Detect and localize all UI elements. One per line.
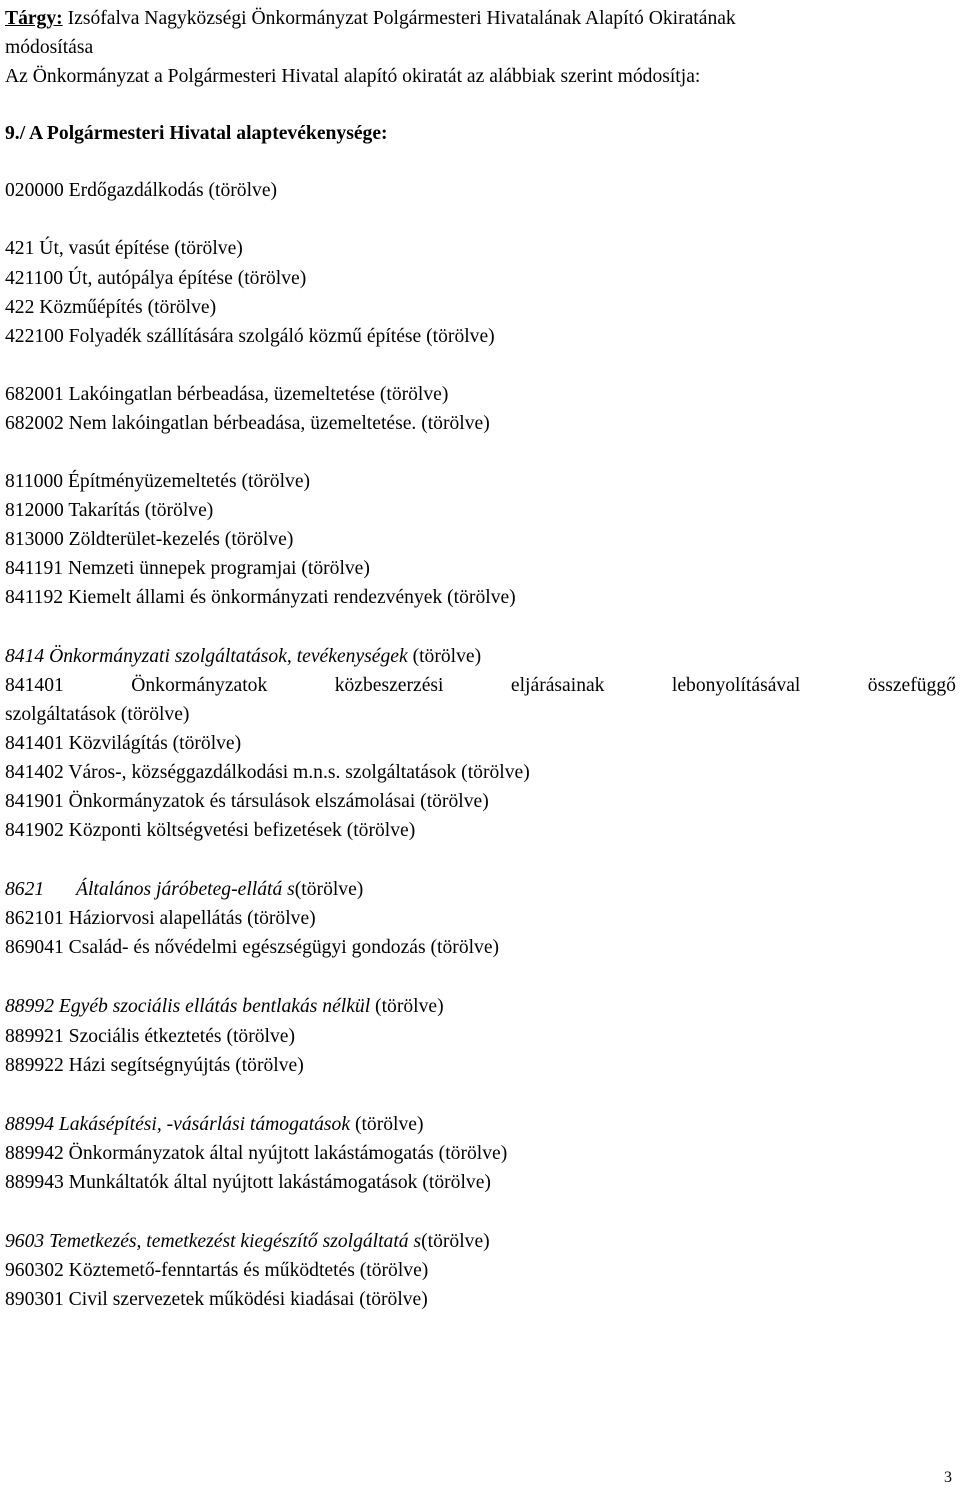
subject-label: Tárgy: (5, 8, 63, 29)
group-heading-rest: (törölve) (407, 645, 482, 667)
group-heading-italic: 88992 Egyéb szociális ellátás bentlakás nélkül (5, 996, 371, 1018)
list-item-group-heading (5, 875, 956, 904)
word: eljárásainak (510, 674, 605, 696)
word: összefüggő (867, 674, 956, 696)
list-item: 869041 Család- és nővédelmi egészségügyi gondozás (törölve) (5, 937, 500, 959)
list-item: 890301 Civil szervezetek működési kiadásai (törölve) (5, 1289, 428, 1311)
list-item: 960302 Köztemető-fenntartás és működtetés (törölve) (5, 1260, 429, 1282)
list-item: 682002 Nem lakóingatlan bérbeadása, üzemeltetése. (törölve) (5, 412, 490, 434)
list-item: 841402 Város-, községgazdálkodási m.n.s. szolgáltatások (törölve) (5, 761, 530, 783)
list-item: 421100 Út, autópálya építése (törölve) (5, 267, 307, 289)
word: Önkormányzatok (131, 674, 268, 696)
list-item: 682001 Lakóingatlan bérbeadása, üzemeltetése (törölve) (5, 383, 449, 405)
list-item: 889943 Munkáltatók által nyújtott lakástámogatások (törölve) (5, 1171, 491, 1193)
list-item: 422100 Folyadék szállítására szolgáló közmű építése (törölve) (5, 325, 495, 347)
list-item-cont: szolgáltatások (törölve) (5, 703, 190, 725)
subject-line-cont: módosítása (5, 37, 94, 59)
list-item: 812000 Takarítás (törölve) (5, 500, 214, 522)
list-item: 889921 Szociális étkeztetés (törölve) (5, 1025, 296, 1047)
word: közbeszerzési (334, 674, 444, 696)
group-heading-italic: Általános járóbeteg-ellátá s (76, 879, 295, 901)
list-item: 421 Út, vasút építése (törölve) (5, 238, 243, 260)
page-number: 3 (944, 1469, 952, 1486)
list-item-group-heading (5, 992, 956, 1021)
list-item: 841901 Önkormányzatok és társulások elszámolásai (törölve) (5, 790, 489, 812)
group-heading-code: 8621 (5, 879, 45, 901)
list-item-group-heading (5, 1110, 956, 1139)
list-item: 841401 Közvilágítás (törölve) (5, 732, 242, 754)
subject-text: Izsófalva Nagyközségi Önkormányzat Polgármesteri Hivatalának Alapító Okiratának (67, 8, 736, 29)
list-item-group-heading (5, 1227, 956, 1256)
list-item-group-heading (5, 642, 956, 671)
list-item: 811000 Építményüzemeltetés (törölve) (5, 471, 311, 493)
subject-line (5, 4, 956, 33)
document-page (5, 4, 956, 1314)
list-item-justified (5, 671, 956, 700)
list-item: 889922 Házi segítségnyújtás (törölve) (5, 1054, 304, 1076)
list-item: 841192 Kiemelt állami és önkormányzati rendezvények (törölve) (5, 587, 516, 609)
group-heading-rest: (törölve) (350, 1113, 424, 1135)
section-heading: 9./ A Polgármesteri Hivatal alaptevékenysége: (5, 123, 388, 145)
list-item: 422 Közműépítés (törölve) (5, 296, 217, 318)
group-heading-rest: (törölve) (370, 996, 444, 1018)
list-item: 889942 Önkormányzatok által nyújtott lakástámogatás (törölve) (5, 1142, 508, 1164)
list-item: 841191 Nemzeti ünnepek programjai (törölve) (5, 558, 370, 580)
list-item: 841902 Központi költségvetési befizetések (törölve) (5, 820, 416, 842)
list-item: 020000 Erdőgazdálkodás (törölve) (5, 180, 278, 202)
group-heading-italic: 9603 Temetkezés, temetkezést kiegészítő szolgáltatá s (5, 1231, 422, 1252)
word: lebonyolításával (671, 674, 801, 696)
group-heading-rest: (törölve) (421, 1231, 490, 1252)
group-heading-rest: (törölve) (294, 879, 364, 901)
list-item: 813000 Zöldterület-kezelés (törölve) (5, 529, 294, 551)
group-heading-italic: 8414 Önkormányzati szolgáltatások, tevékenységek (5, 645, 408, 667)
intro-text: Az Önkormányzat a Polgármesteri Hivatal alapító okiratát az alábbiak szerint módosítja: (5, 66, 701, 88)
group-heading-italic: 88994 Lakásépítési, -vásárlási támogatások (5, 1113, 351, 1135)
word: 841401 (5, 674, 64, 696)
list-item: 862101 Háziorvosi alapellátás (törölve) (5, 908, 316, 930)
